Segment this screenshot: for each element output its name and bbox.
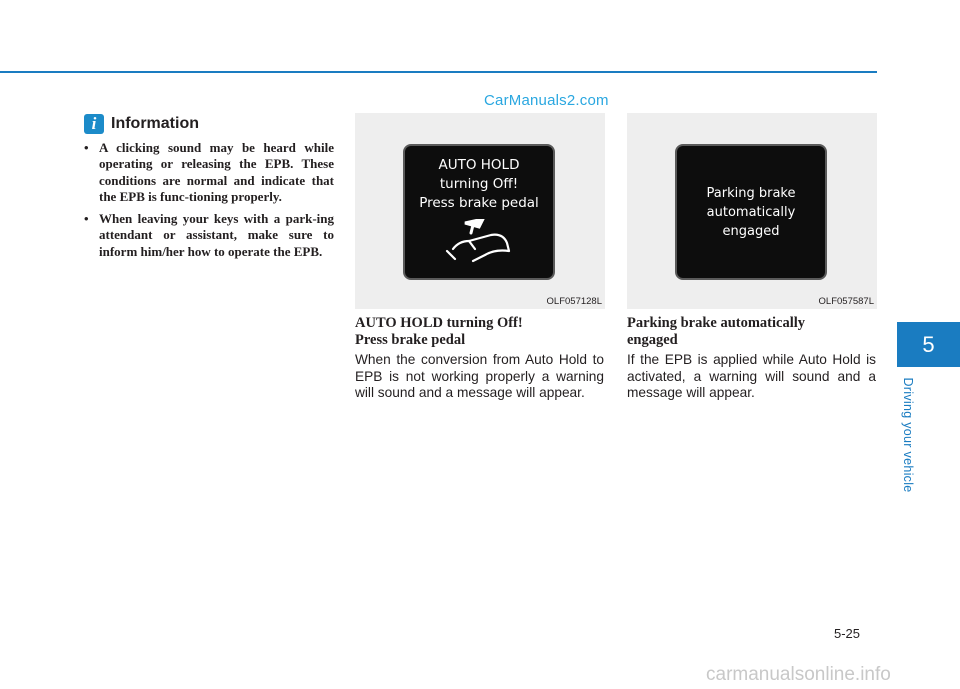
figure-parking-brake-engaged bbox=[627, 113, 877, 309]
section-title-parking-brake: Parking brake automatically engaged bbox=[627, 315, 806, 348]
section-body-parking-brake: If the EPB is applied while Auto Hold is activated, a warning will sound and a message will appear. bbox=[627, 352, 876, 400]
information-title: Information bbox=[111, 115, 199, 132]
display-message: Parking brake automatically engaged bbox=[706, 186, 796, 239]
watermark-bottom[interactable]: carmanualsonline.info bbox=[706, 664, 891, 685]
information-header bbox=[84, 114, 199, 134]
page-number: 5-25 bbox=[834, 626, 861, 641]
display-message: AUTO HOLD turning Off! Press brake pedal bbox=[419, 157, 539, 211]
chapter-tab: 5 bbox=[897, 322, 960, 367]
figure-code: OLF057128L bbox=[546, 296, 602, 307]
header-rule bbox=[0, 71, 877, 73]
information-list bbox=[78, 140, 334, 266]
bullet-icon: • bbox=[84, 140, 89, 155]
section-title-auto-hold: AUTO HOLD turning Off! Press brake pedal bbox=[355, 315, 523, 348]
figure-auto-hold-off bbox=[355, 113, 605, 309]
list-item: • When leaving your keys with a park-ing attendant or assistant, make sure to inform him/her how to operate the EPB. bbox=[84, 211, 334, 259]
list-item: • A clicking sound may be heard while operating or releasing the EPB. These conditions are normal and indicate that the EPB is func-tioning properly. bbox=[84, 140, 334, 204]
chapter-label: Driving your vehicle bbox=[901, 377, 915, 493]
section-body-auto-hold: When the conversion from Auto Hold to EPB is not working properly a warning will sound and a message will appear. bbox=[355, 352, 604, 400]
info-icon: i bbox=[84, 114, 104, 134]
watermark-top[interactable]: CarManuals2.com bbox=[484, 92, 609, 109]
figure-code: OLF057587L bbox=[818, 296, 874, 307]
cluster-display bbox=[403, 144, 555, 280]
cluster-display bbox=[675, 144, 827, 280]
bullet-icon: • bbox=[84, 211, 89, 227]
brake-pedal-icon bbox=[439, 219, 519, 263]
